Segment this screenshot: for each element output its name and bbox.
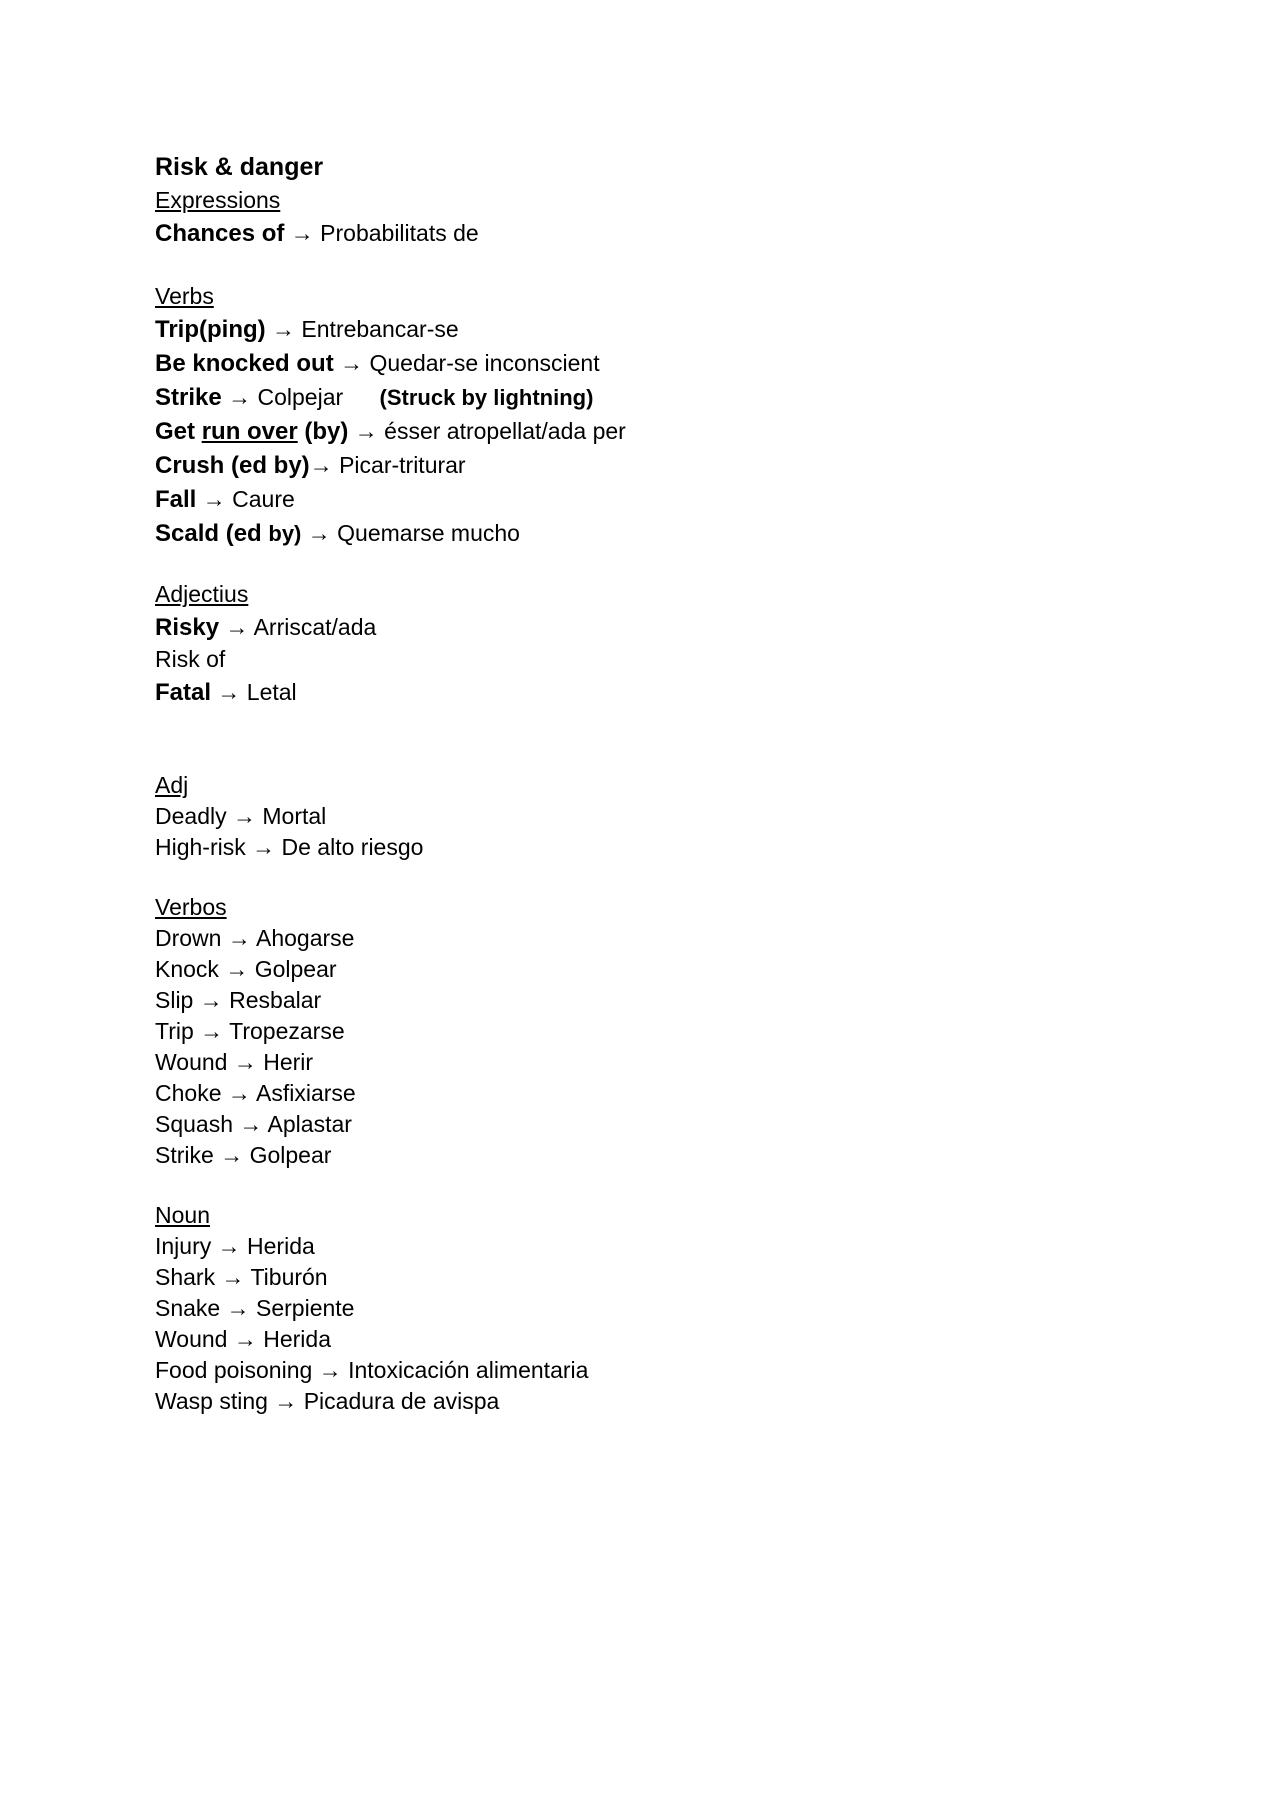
document-title: Risk & danger bbox=[155, 153, 324, 181]
arrow-glyph: → bbox=[290, 220, 314, 246]
entry-translation: De alto riesgo bbox=[281, 834, 424, 860]
entry-translation: Tiburón bbox=[250, 1264, 328, 1290]
entry-term: Squash bbox=[155, 1111, 234, 1137]
vocab-entry bbox=[155, 1016, 1155, 1047]
entry-text: Risk of bbox=[155, 646, 226, 672]
entry-translation: ésser atropellat/ada per bbox=[384, 418, 626, 444]
entry-translation: Mortal bbox=[262, 803, 327, 829]
entry-term: Wound bbox=[155, 1049, 228, 1075]
entry-term: Trip bbox=[155, 1018, 194, 1044]
vocab-entry bbox=[155, 1078, 1155, 1109]
entry-term-part: by) bbox=[268, 521, 302, 546]
entry-term: Risky bbox=[155, 614, 220, 641]
arrow-glyph: → bbox=[217, 679, 241, 705]
arrow-glyph: → bbox=[200, 1018, 224, 1044]
entry-translation: Quedar-se inconscient bbox=[369, 350, 600, 376]
vocab-entry bbox=[155, 1140, 1155, 1171]
arrow-glyph: → bbox=[233, 803, 256, 829]
entry-translation: Quemarse mucho bbox=[337, 520, 520, 546]
entry-term-part: (by) bbox=[297, 418, 349, 445]
vocab-entry bbox=[155, 1386, 1155, 1417]
vocab-entry bbox=[155, 1324, 1155, 1355]
entry-term: Strike bbox=[155, 384, 222, 411]
entry-translation: Colpejar bbox=[257, 384, 344, 410]
entry-term: High-risk bbox=[155, 834, 246, 860]
vocab-entry bbox=[155, 675, 1155, 709]
vocab-entry bbox=[155, 414, 1155, 448]
arrow-glyph: → bbox=[239, 1111, 263, 1137]
vocab-entry bbox=[155, 1293, 1155, 1324]
entry-translation: Herida bbox=[247, 1233, 315, 1259]
arrow-glyph: → bbox=[318, 1357, 342, 1383]
entry-translation: Herir bbox=[263, 1049, 314, 1075]
entry-term: Wound bbox=[155, 1326, 228, 1352]
arrow-glyph: → bbox=[233, 1049, 257, 1075]
entry-translation: Serpiente bbox=[256, 1295, 355, 1321]
entry-translation: Probabilitats de bbox=[320, 220, 479, 246]
entry-translation: Intoxicación alimentaria bbox=[348, 1357, 589, 1383]
vocab-entry bbox=[155, 1047, 1155, 1078]
entry-term: Strike bbox=[155, 1142, 214, 1168]
arrow-glyph: → bbox=[272, 316, 296, 342]
entry-term-underlined: run over bbox=[201, 418, 298, 445]
vocab-entry bbox=[155, 801, 1155, 832]
entry-term: Knock bbox=[155, 956, 219, 982]
arrow-glyph: → bbox=[221, 1264, 245, 1290]
arrow-glyph: → bbox=[227, 1080, 251, 1106]
arrow-glyph: → bbox=[233, 1326, 257, 1352]
vocab-entry bbox=[155, 985, 1155, 1016]
section-heading-verbs: Verbs bbox=[155, 283, 214, 309]
entry-term: Snake bbox=[155, 1295, 221, 1321]
arrow-glyph: → bbox=[225, 614, 249, 640]
arrow-glyph: → bbox=[274, 1388, 298, 1414]
arrow-glyph: → bbox=[199, 987, 223, 1013]
section-heading-adjectius: Adjectius bbox=[155, 581, 249, 607]
vocab-entry bbox=[155, 1231, 1155, 1262]
vocab-entry bbox=[155, 380, 1155, 414]
vocab-entry bbox=[155, 346, 1155, 380]
vocab-entry bbox=[155, 216, 1155, 250]
arrow-glyph: → bbox=[228, 384, 252, 410]
entry-translation: Golpear bbox=[254, 956, 337, 982]
arrow-glyph: → bbox=[217, 1233, 241, 1259]
entry-term: Be knocked out bbox=[155, 350, 334, 377]
vocab-entry bbox=[155, 644, 1155, 675]
arrow-glyph: → bbox=[226, 1295, 250, 1321]
arrow-glyph: → bbox=[225, 956, 249, 982]
entry-translation: Tropezarse bbox=[229, 1018, 345, 1044]
entry-translation: Letal bbox=[246, 679, 297, 705]
entry-translation: Herida bbox=[263, 1326, 332, 1352]
section-heading-adj: Adj bbox=[155, 772, 189, 798]
arrow-glyph: → bbox=[227, 925, 251, 951]
vocab-entry bbox=[155, 923, 1155, 954]
section-heading-verbos: Verbos bbox=[155, 894, 227, 920]
vocab-entry bbox=[155, 448, 1155, 482]
entry-term: Fall bbox=[155, 486, 197, 513]
section-heading-noun: Noun bbox=[155, 1202, 210, 1228]
entry-term: Chances of bbox=[155, 220, 285, 247]
document-page bbox=[155, 150, 1155, 1417]
entry-translation: Ahogarse bbox=[255, 925, 355, 951]
vocab-entry bbox=[155, 832, 1155, 863]
entry-term bbox=[155, 520, 301, 547]
arrow-glyph: → bbox=[220, 1142, 244, 1168]
entry-term bbox=[155, 418, 348, 445]
entry-term: Trip(ping) bbox=[155, 316, 266, 343]
arrow-glyph: → bbox=[307, 520, 331, 546]
entry-term: Shark bbox=[155, 1264, 216, 1290]
vocab-entry bbox=[155, 312, 1155, 346]
entry-term: Injury bbox=[155, 1233, 212, 1259]
entry-term-part: Get bbox=[155, 418, 202, 445]
entry-term: Slip bbox=[155, 987, 194, 1013]
entry-term: Fatal bbox=[155, 679, 212, 706]
arrow-glyph: → bbox=[309, 452, 333, 478]
entry-term: Choke bbox=[155, 1080, 222, 1106]
entry-translation: Golpear bbox=[249, 1142, 332, 1168]
entry-term: Wasp sting bbox=[155, 1388, 268, 1414]
entry-translation: Entrebancar-se bbox=[301, 316, 459, 342]
entry-translation: Aplastar bbox=[267, 1111, 352, 1137]
vocab-entry bbox=[155, 954, 1155, 985]
vocab-entry bbox=[155, 1355, 1155, 1386]
vocab-entry bbox=[155, 610, 1155, 644]
entry-translation: Picar-triturar bbox=[339, 452, 466, 478]
arrow-glyph: → bbox=[252, 834, 276, 860]
vocab-entry bbox=[155, 482, 1155, 516]
entry-term-part: Scald (ed bbox=[155, 520, 269, 547]
vocab-entry bbox=[155, 1109, 1155, 1140]
entry-translation: Arriscat/ada bbox=[253, 614, 377, 640]
arrow-glyph: → bbox=[340, 350, 364, 376]
entry-translation: Resbalar bbox=[229, 987, 322, 1013]
entry-note: (Struck by lightning) bbox=[379, 385, 594, 410]
entry-term: Food poisoning bbox=[155, 1357, 313, 1383]
entry-term: Drown bbox=[155, 925, 222, 951]
section-heading-expressions: Expressions bbox=[155, 187, 281, 213]
arrow-glyph: → bbox=[354, 418, 378, 444]
entry-term: Deadly bbox=[155, 803, 227, 829]
vocab-entry bbox=[155, 1262, 1155, 1293]
entry-translation: Caure bbox=[232, 486, 295, 512]
entry-translation: Picadura de avispa bbox=[303, 1388, 500, 1414]
entry-term: Crush (ed by) bbox=[155, 452, 310, 479]
vocab-entry bbox=[155, 516, 1155, 550]
arrow-glyph: → bbox=[202, 486, 226, 512]
entry-translation: Asfixiarse bbox=[256, 1080, 356, 1106]
